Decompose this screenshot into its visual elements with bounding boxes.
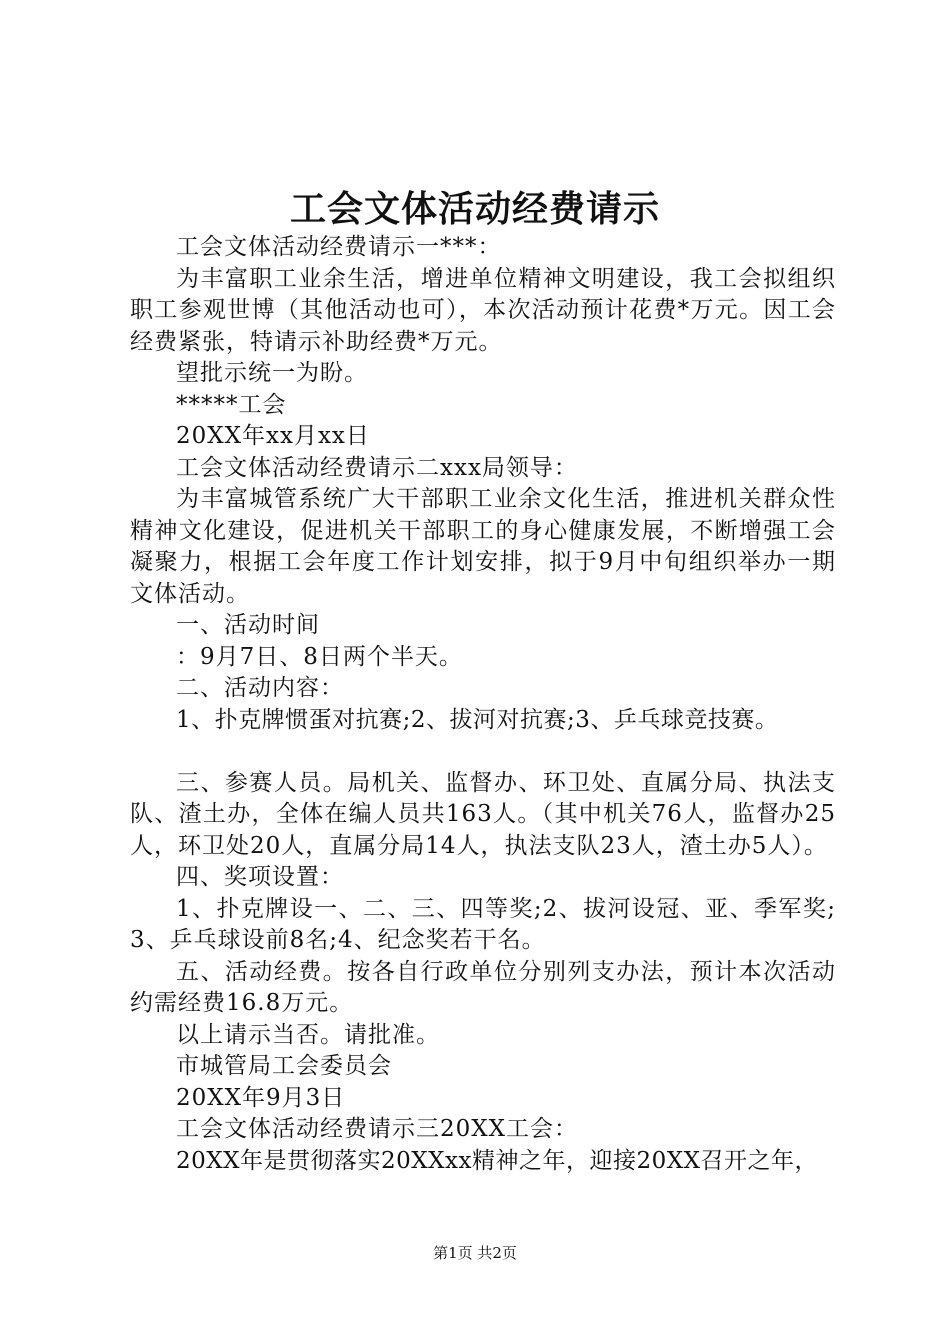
document-body [130, 232, 836, 1177]
paragraph-5: 20XX年xx月xx日 [176, 423, 370, 449]
paragraph-1: 工会文体活动经费请示一***： [176, 234, 502, 260]
paragraph-11: 1、扑克牌惯蛋对抗赛;2、拔河对抗赛;3、乒乓球竞技赛。 [176, 706, 779, 733]
paragraph-19: 工会文体活动经费请示三20XX工会： [176, 1116, 579, 1142]
paragraph-16: 以上请示当否。请批准。 [176, 1021, 440, 1048]
paragraph-18: 20XX年9月3日 [176, 1084, 346, 1111]
paragraph-13: 四、奖项设置： [176, 864, 344, 890]
paragraph-10: 二、活动内容： [176, 675, 344, 701]
paragraph-7: 为丰富城管系统广大干部职工业余文化生活，推进机关群众性精神文化建设，促进机关干部职工的身心健康发展，不断增强工会凝聚力，根据工会年度工作计划安排，拟于9月中旬组织举办一期文体活动。 [130, 486, 836, 607]
paragraph-14: 1、扑克牌设一、二、三、四等奖;2、拔河设冠、亚、季军奖;3、乒乓球设前8名;4、纪念奖若干名。 [130, 895, 836, 953]
blank-line [130, 736, 836, 768]
paragraph-4: *****工会 [176, 391, 287, 418]
paragraph-3: 望批示统一为盼。 [176, 360, 368, 386]
document-title: 工会文体活动经费请示 [289, 189, 660, 230]
paragraph-15: 五、活动经费。按各自行政单位分别列支办法，预计本次活动约需经费16.8万元。 [130, 958, 836, 1016]
page-number: 第1页 共2页 [433, 1244, 517, 1262]
paragraph-8: 一、活动时间 [176, 612, 320, 638]
paragraph-17: 市城管局工会委员会 [176, 1053, 392, 1079]
paragraph-20: 20XX年是贯彻落实20XXxx精神之年，迎接20XX召开之年， [176, 1147, 818, 1174]
paragraph-12: 三、参赛人员。局机关、监督办、环卫处、直属分局、执法支队、渣土办，全体在编人员共163人。（其中机关76人，监督办25人，环卫处20人，直属分局14人，执法支队23人，渣土办5人）。 [130, 769, 836, 859]
paragraph-6: 工会文体活动经费请示二xxx局领导： [176, 454, 578, 481]
paragraph-9: ：9月7日、8日两个半天。 [176, 643, 463, 670]
paragraph-2: 为丰富职工业余生活，增进单位精神文明建设，我工会拟组织职工参观世博（其他活动也可），本次活动预计花费*万元。因工会经费紧张，特请示补助经费*万元。 [130, 265, 836, 355]
